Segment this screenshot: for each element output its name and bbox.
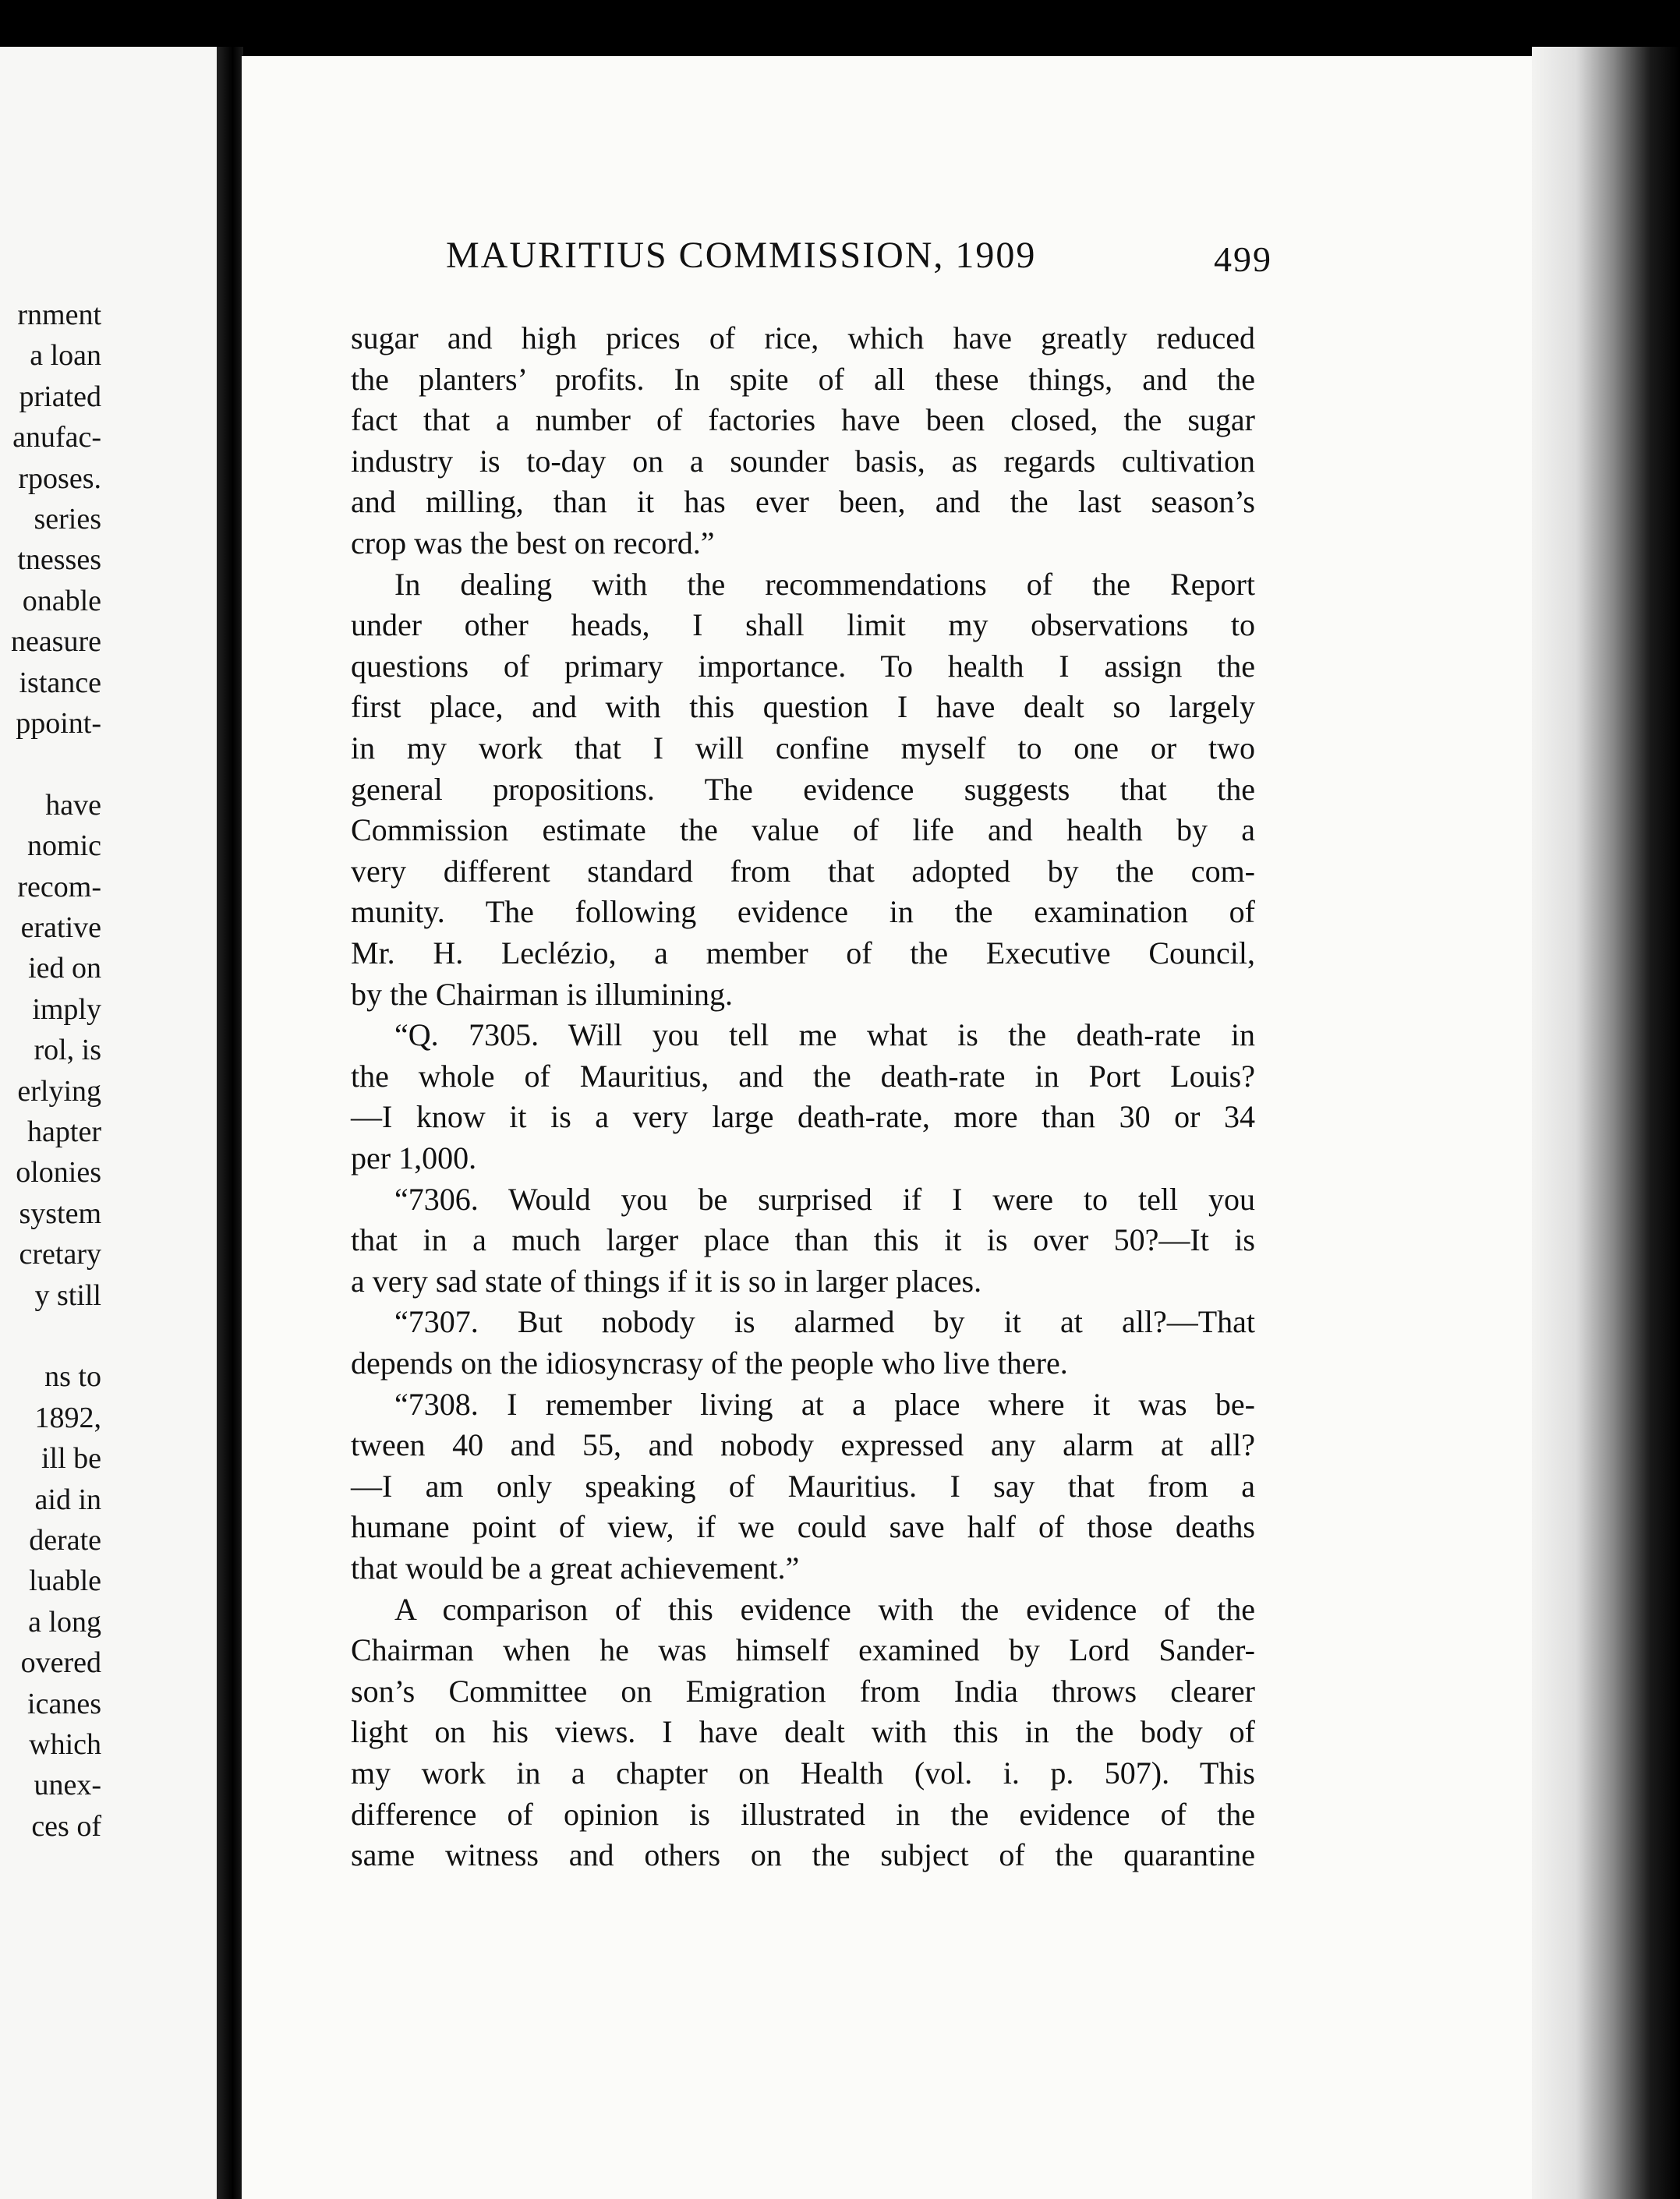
body-text-line: questions of primary importance. To health I assign the (351, 648, 1255, 684)
left-page-line: ces of (31, 1809, 101, 1843)
left-page-line: a long (28, 1605, 101, 1639)
body-text-line: that in a much larger place than this it is over 50?—It is (351, 1222, 1255, 1258)
body-text-line: Chairman when he was himself examined by Lord Sander- (351, 1632, 1255, 1668)
left-page-line: unex- (34, 1769, 101, 1802)
body-text-line: very different standard from that adopted by the com- (351, 853, 1255, 889)
body-text-line: Commission estimate the value of life and health by a (351, 812, 1255, 848)
left-page-line: olonies (16, 1156, 101, 1190)
body-text-line: general propositions. The evidence suggests that the (351, 771, 1255, 807)
left-page-line: onable (22, 584, 101, 617)
left-page-line: neasure (10, 625, 101, 659)
left-facing-page (0, 47, 222, 2199)
page-edge-shadow (1532, 47, 1680, 2199)
body-text-line: munity. The following evidence in the examination of (351, 894, 1255, 930)
left-page-line: erative (20, 911, 101, 944)
left-page-line: series (34, 503, 101, 536)
left-page-line: nomic (27, 829, 101, 863)
body-text-line: humane point of view, if we could save half of those deaths (351, 1509, 1255, 1545)
body-text-line: In dealing with the recommendations of the Report (394, 566, 1255, 602)
body-text-line: light on his views. I have dealt with this in the body of (351, 1714, 1255, 1750)
left-page-line: ppoint- (16, 707, 101, 740)
left-page-line: 1892, (34, 1401, 101, 1434)
body-text-line: Mr. H. Leclézio, a member of the Executive Council, (351, 935, 1255, 970)
left-page-line: priated (19, 380, 101, 413)
body-text-line: crop was the best on record.” (351, 525, 715, 560)
body-text-line: the whole of Mauritius, and the death-rate in Port Louis? (351, 1058, 1255, 1094)
left-page-line: ill be (41, 1442, 101, 1476)
scan-top-border (0, 0, 1680, 58)
running-header (446, 234, 1272, 288)
running-title: MAURITIUS COMMISSION, 1909 (446, 235, 1037, 276)
body-text-line: A comparison of this evidence with the evidence of the (394, 1591, 1255, 1627)
left-page-line: erlying (17, 1074, 101, 1108)
left-page-line: which (29, 1728, 101, 1761)
left-page-line: a loan (30, 339, 101, 373)
left-page-line: aid in (34, 1483, 101, 1516)
body-text-line: that would be a great achievement.” (351, 1550, 800, 1586)
left-page-line: y still (34, 1278, 101, 1312)
body-text-line: under other heads, I shall limit my observations to (351, 607, 1255, 643)
body-text-line: by the Chairman is illumining. (351, 976, 733, 1012)
left-page-line: derate (29, 1524, 101, 1557)
left-page-line: hapter (27, 1115, 101, 1148)
body-text-line: —I know it is a very large death-rate, more than 30 or 34 (351, 1099, 1255, 1135)
body-text-line: fact that a number of factories have been closed, the sugar (351, 402, 1255, 438)
body-text-line: son’s Committee on Emigration from India throws clearer (351, 1673, 1255, 1709)
left-page-line: rnment (17, 299, 101, 331)
body-text-line: a very sad state of things if it is so in larger places. (351, 1263, 982, 1299)
body-text-line: and milling, than it has ever been, and the last season’s (351, 484, 1255, 520)
body-text-line: “7306. Would you be surprised if I were to tell you (394, 1181, 1255, 1217)
body-text-line: per 1,000. (351, 1140, 477, 1176)
left-page-line: have (45, 788, 101, 822)
body-text-line: the planters’ profits. In spite of all these things, and the (351, 361, 1255, 397)
left-page-line: ns to (44, 1360, 101, 1394)
page-number: 499 (1214, 239, 1272, 279)
body-text-line: same witness and others on the subject of the quarantine (351, 1837, 1255, 1873)
body-text-line: industry is to-day on a sounder basis, as regards cultivation (351, 443, 1255, 479)
left-page-line: anufac- (12, 421, 101, 454)
book-gutter (217, 47, 243, 2199)
left-page-line: rposes. (18, 461, 101, 495)
left-page-line: icanes (27, 1687, 101, 1720)
left-page-line: recom- (17, 870, 101, 903)
body-text-line: —I am only speaking of Mauritius. I say that from a (351, 1468, 1255, 1504)
body-text-line: first place, and with this question I have dealt so largely (351, 689, 1255, 725)
left-page-line: luable (29, 1564, 101, 1598)
left-page-line: overed (20, 1646, 101, 1680)
body-text-line: my work in a chapter on Health (vol. i. p. 507). This (351, 1755, 1255, 1791)
body-text-line: sugar and high prices of rice, which have greatly reduced (351, 320, 1255, 355)
body-text-line: depends on the idiosyncrasy of the people who live there. (351, 1345, 1068, 1381)
body-text-line: difference of opinion is illustrated in the evidence of the (351, 1796, 1255, 1832)
left-page-line: system (19, 1197, 101, 1230)
left-page-line: rol, is (34, 1034, 101, 1067)
left-page-line: istance (19, 666, 101, 699)
left-page-line: cretary (19, 1238, 101, 1271)
body-text-line: “Q. 7305. Will you tell me what is the death-rate in (394, 1017, 1255, 1053)
body-text-line: in my work that I will confine myself to one or two (351, 730, 1255, 765)
left-page-line: imply (32, 992, 101, 1026)
body-text-line: “7308. I remember living at a place where it was be- (394, 1386, 1255, 1422)
body-text-line: tween 40 and 55, and nobody expressed any alarm at all? (351, 1427, 1255, 1463)
left-page-line: tnesses (17, 543, 101, 577)
body-text-line: “7307. But nobody is alarmed by it at all?—That (394, 1304, 1255, 1340)
left-page-line: ied on (28, 952, 101, 985)
